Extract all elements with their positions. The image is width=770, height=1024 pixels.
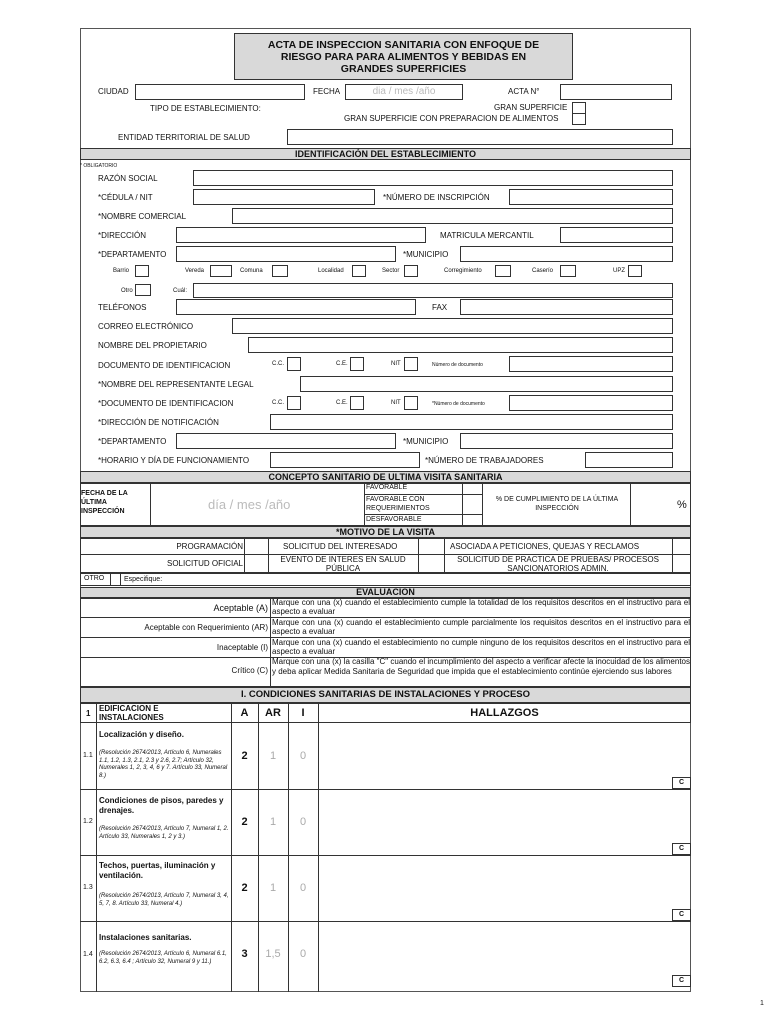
col-ar-header: AR xyxy=(265,707,281,719)
razon-social-label: RAZÓN SOCIAL xyxy=(98,174,158,183)
critical-checkbox[interactable]: C xyxy=(672,843,691,855)
ciudad-input[interactable] xyxy=(135,84,305,100)
otro-checkbox[interactable] xyxy=(135,284,151,296)
item-i-score[interactable]: 0 xyxy=(299,948,307,960)
gran-superficie-label: GRAN SUPERFICIE xyxy=(494,103,568,112)
municipio2-input[interactable] xyxy=(460,433,673,449)
nit-label: NIT xyxy=(391,361,401,367)
acta-input[interactable] xyxy=(560,84,672,100)
critical-checkbox[interactable]: C xyxy=(672,909,691,921)
eval-label-a: Aceptable (A) xyxy=(213,603,268,613)
fecha-input[interactable]: dia / mes /año xyxy=(345,84,463,100)
gran-superficie-prep-label: GRAN SUPERFICIE CON PREPARACION DE ALIMENTOS xyxy=(344,114,559,123)
correo-label: CORREO ELECTRÓNICO xyxy=(98,322,194,331)
corregimiento-label: Corregimiento xyxy=(444,268,482,274)
telefonos-input[interactable] xyxy=(176,299,416,315)
cumplimiento-label: % DE CUMPLIMIENTO DE LA ÚLTIMA INSPECCIÓN xyxy=(495,496,619,512)
col-a-header: A xyxy=(240,707,249,719)
item-ref: (Resolución 2674/2013, Artículo 6, Numerales 1.1, 1.2, 1.3, 2.1, 2.3 y 2.6, 2.7; Artículo 32, Numerales 1, 2, 3, 4, 6 y 7. Artículo 33, Numeral 8.) xyxy=(99,750,228,779)
desfavorable-label: DESFAVORABLE xyxy=(366,516,422,523)
ce-label: C.E. xyxy=(336,361,348,367)
item-title: Instalaciones sanitarias. xyxy=(99,933,192,942)
cual-input[interactable] xyxy=(193,283,673,298)
doc-id2-label: *DOCUMENTO DE IDENTIFICACION xyxy=(98,399,234,408)
departamento2-label: *DEPARTAMENTO xyxy=(98,437,167,446)
eval-desc-c: Marque con una (x) la casilla "C" cuando el incumplimiento del aspecto a verificar afecte la inocuidad de los alimentos y deba aplicar Medida Sanitaria de Seguridad que impida que el establecimiento continúe ejerciendo sus labores xyxy=(272,657,690,676)
num-inscripcion-label: *NÚMERO DE INSCRIPCIÓN xyxy=(383,193,490,202)
trabajadores-input[interactable] xyxy=(585,452,673,468)
dir-notif-input[interactable] xyxy=(270,414,673,430)
page-number: 1 xyxy=(760,1000,764,1007)
acta-label: ACTA N° xyxy=(508,87,540,96)
otro-row xyxy=(80,573,691,586)
favorable-label: FAVORABLE xyxy=(366,484,408,491)
col-hallazgos-header: HALLAZGOS xyxy=(470,707,539,719)
direccion-label: *DIRECCIÓN xyxy=(98,231,147,240)
dir-notif-label: *DIRECCIÓN DE NOTIFICACIÓN xyxy=(98,418,219,427)
sector-label: Sector xyxy=(382,268,400,274)
telefonos-label: TELÉFONOS xyxy=(98,303,147,312)
representante-label: *NOMBRE DEL REPRESENTANTE LEGAL xyxy=(98,380,254,389)
item-num: 1.2 xyxy=(83,818,93,825)
vereda-label: Vereda xyxy=(185,268,205,274)
municipio-input[interactable] xyxy=(460,246,673,262)
ce-checkbox[interactable] xyxy=(350,357,364,371)
item-a-score[interactable]: 2 xyxy=(241,882,248,894)
pct-symbol: % xyxy=(677,499,687,511)
caserio-checkbox[interactable] xyxy=(560,265,576,277)
ce2-label: C.E. xyxy=(336,400,348,406)
item-num: 1.1 xyxy=(83,752,93,759)
num-doc2-label: *Número de documento xyxy=(432,401,485,407)
eval-label-c: Crítico (C) xyxy=(231,666,268,675)
especifique-label: Especifique: xyxy=(124,576,163,583)
item-a-score[interactable]: 3 xyxy=(241,948,248,960)
tipo-label: TIPO DE ESTABLECIMIENTO: xyxy=(150,104,261,113)
comuna-label: Comuna xyxy=(240,268,263,274)
nit2-label: NIT xyxy=(391,400,401,406)
direccion-input[interactable] xyxy=(176,227,426,243)
representante-input[interactable] xyxy=(300,376,673,392)
cc2-checkbox[interactable] xyxy=(287,396,301,410)
correo-input[interactable] xyxy=(232,318,673,334)
horario-input[interactable] xyxy=(270,452,420,468)
section1-header: I. CONDICIONES SANITARIAS DE INSTALACIONES Y PROCESO xyxy=(80,687,691,703)
eval-desc-i: Marque con una (x) cuando el establecimiento no cumple ninguno de los requisitos descritos en el instructivo para el aspecto a evaluar xyxy=(272,638,690,656)
departamento-label: *DEPARTAMENTO xyxy=(98,250,167,259)
propietario-input[interactable] xyxy=(248,337,673,353)
form-title: ACTA DE INSPECCION SANITARIA CON ENFOQUE DE RIESGO PARA PARA ALIMENTOS Y BEBIDAS EN GRANDES SUPERFICIES xyxy=(234,33,573,80)
item-ar-score[interactable]: 1 xyxy=(269,882,277,894)
obligatorio-note: * OBLIGATORIO xyxy=(80,163,118,169)
item-ar-score[interactable]: 1 xyxy=(269,816,277,828)
fecha-label: FECHA xyxy=(313,87,341,96)
eval-desc-ar: Marque con una (x) cuando el establecimiento cumple parcialmente los requisitos descritos en el instructivo para el aspecto a evaluar xyxy=(272,618,690,636)
razon-social-input[interactable] xyxy=(193,170,673,186)
item-ref: (Resolución 2674/2013, Artículo 7, Numeral 3, 4, 5, 7, 8. Artículo 33, Numeral 4.) xyxy=(99,893,229,907)
nombre-comercial-label: *NOMBRE COMERCIAL xyxy=(98,212,187,221)
cc2-label: C.C. xyxy=(272,400,284,406)
num-inscripcion-input[interactable] xyxy=(509,189,673,205)
otro-motivo-label: OTRO xyxy=(84,575,105,582)
item-title: Condiciones de pisos, paredes y drenajes. xyxy=(99,796,224,815)
matricula-label: MATRICULA MERCANTIL xyxy=(440,231,534,240)
nombre-comercial-input[interactable] xyxy=(232,208,673,224)
localidad-checkbox[interactable] xyxy=(352,265,366,277)
solicitud-int-label: SOLICITUD DEL INTERESADO xyxy=(283,542,398,551)
upz-label: UPZ xyxy=(613,268,625,274)
departamento2-input[interactable] xyxy=(176,433,396,449)
vereda-checkbox[interactable] xyxy=(210,265,232,277)
section1-name: EDIFICACION E INSTALACIONES xyxy=(99,704,164,722)
barrio-checkbox[interactable] xyxy=(135,265,149,277)
fax-label: FAX xyxy=(432,303,448,312)
cual-label: Cuál: xyxy=(173,288,188,294)
entidad-input[interactable] xyxy=(287,129,673,145)
col-i-header: I xyxy=(301,707,305,719)
item-i-score[interactable]: 0 xyxy=(299,882,307,894)
item-a-score[interactable]: 2 xyxy=(241,750,248,762)
item-title: Techos, puertas, iluminación y ventilación. xyxy=(99,861,216,880)
doc-id-label: DOCUMENTO DE IDENTIFICACION xyxy=(98,361,231,370)
municipio2-label: *MUNICIPIO xyxy=(403,437,449,446)
nit2-checkbox[interactable] xyxy=(404,396,418,410)
item-ref: (Resolución 2674/2013, Artículo 6, Numeral 6.1, 6.2, 6.3, 6.4 ; Artículo 32, Numeral 9 y 11.) xyxy=(99,951,227,965)
item-num: 1.3 xyxy=(83,884,93,891)
fecha-ultima-label: FECHA DE LA ÚLTIMA INSPECCIÓN xyxy=(81,490,128,515)
item-ref: (Resolución 2674/2013, Artículo 7, Numeral 1, 2. Artículo 33, Numerales 1, 2 y 3.) xyxy=(99,826,229,840)
departamento-input[interactable] xyxy=(176,246,396,262)
fax-input[interactable] xyxy=(460,299,673,315)
eval-label-ar: Aceptable con Requerimiento (AR) xyxy=(144,623,268,632)
critical-checkbox[interactable]: C xyxy=(672,777,691,789)
favorable-req-label: FAVORABLE CON REQUERIMIENTOS xyxy=(366,496,430,512)
caserio-label: Caserío xyxy=(532,268,554,274)
ce2-checkbox[interactable] xyxy=(350,396,364,410)
corregimiento-checkbox[interactable] xyxy=(495,265,511,277)
section1-num: 1 xyxy=(86,709,91,718)
ciudad-label: CIUDAD xyxy=(98,87,129,96)
item-i-score[interactable]: 0 xyxy=(299,816,307,828)
cedula-nit-label: *CÉDULA / NIT xyxy=(98,193,153,202)
cc-checkbox[interactable] xyxy=(287,357,301,371)
sector-checkbox[interactable] xyxy=(404,265,418,277)
cedula-nit-input[interactable] xyxy=(193,189,375,205)
barrio-label: Barrio xyxy=(113,268,130,274)
cc-label: C.C. xyxy=(272,361,284,367)
solicitud-oficial-label: SOLICITUD OFICIAL xyxy=(166,559,243,568)
item-i-score[interactable]: 0 xyxy=(299,750,307,762)
entidad-label: ENTIDAD TERRITORIAL DE SALUD xyxy=(118,133,250,142)
otro-label: Otro xyxy=(121,288,133,294)
critical-checkbox[interactable]: C xyxy=(672,975,691,987)
programacion-label: PROGRAMACIÓN xyxy=(176,542,243,551)
num-doc-input[interactable] xyxy=(509,356,673,372)
propietario-label: NOMBRE DEL PROPIETARIO xyxy=(98,341,207,350)
concepto-section-header: CONCEPTO SANITARIO DE ULTIMA VISITA SANITARIA xyxy=(80,471,691,483)
item-ar-score[interactable]: 1,5 xyxy=(265,948,281,960)
item-a-score[interactable]: 2 xyxy=(241,816,248,828)
municipio-label: *MUNICIPIO xyxy=(403,250,449,259)
fecha-ultima-input[interactable]: día / mes /año xyxy=(208,497,291,512)
eval-desc-a: Marque con una (x) cuando el establecimiento cumple la totalidad de los requisitos descritos en el instructivo para el aspecto a evaluar xyxy=(272,598,690,616)
motivo-section-header: *MOTIVO DE LA VISITA xyxy=(80,526,691,538)
ident-section-header: IDENTIFICACIÓN DEL ESTABLECIMIENTO xyxy=(80,148,691,160)
num-doc2-input[interactable] xyxy=(509,395,673,411)
evaluacion-section-header: EVALUACION xyxy=(80,587,691,598)
practica-label: SOLICITUD DE PRACTICA DE PRUEBAS/ PROCESOS SANCIONATORIOS ADMIN. xyxy=(457,555,659,573)
localidad-label: Localidad xyxy=(318,268,344,274)
matricula-input[interactable] xyxy=(560,227,673,243)
gran-superficie-prep-checkbox[interactable] xyxy=(572,113,586,125)
upz-checkbox[interactable] xyxy=(628,265,642,277)
nit-checkbox[interactable] xyxy=(404,357,418,371)
horario-label: *HORARIO Y DÍA DE FUNCIONAMIENTO xyxy=(98,456,250,465)
asociada-label: ASOCIADA A PETICIONES, QUEJAS Y RECLAMOS xyxy=(450,542,640,551)
num-doc-label: Número de documento xyxy=(432,362,483,368)
item-title: Localización y diseño. xyxy=(99,730,184,739)
item-ar-score[interactable]: 1 xyxy=(269,750,277,762)
evento-label: EVENTO DE INTERES EN SALUD PÚBLICA xyxy=(280,555,406,573)
item-num: 1.4 xyxy=(83,951,93,958)
trabajadores-label: *NÚMERO DE TRABAJADORES xyxy=(425,456,544,465)
comuna-checkbox[interactable] xyxy=(272,265,288,277)
eval-label-i: Inaceptable (I) xyxy=(216,643,268,652)
